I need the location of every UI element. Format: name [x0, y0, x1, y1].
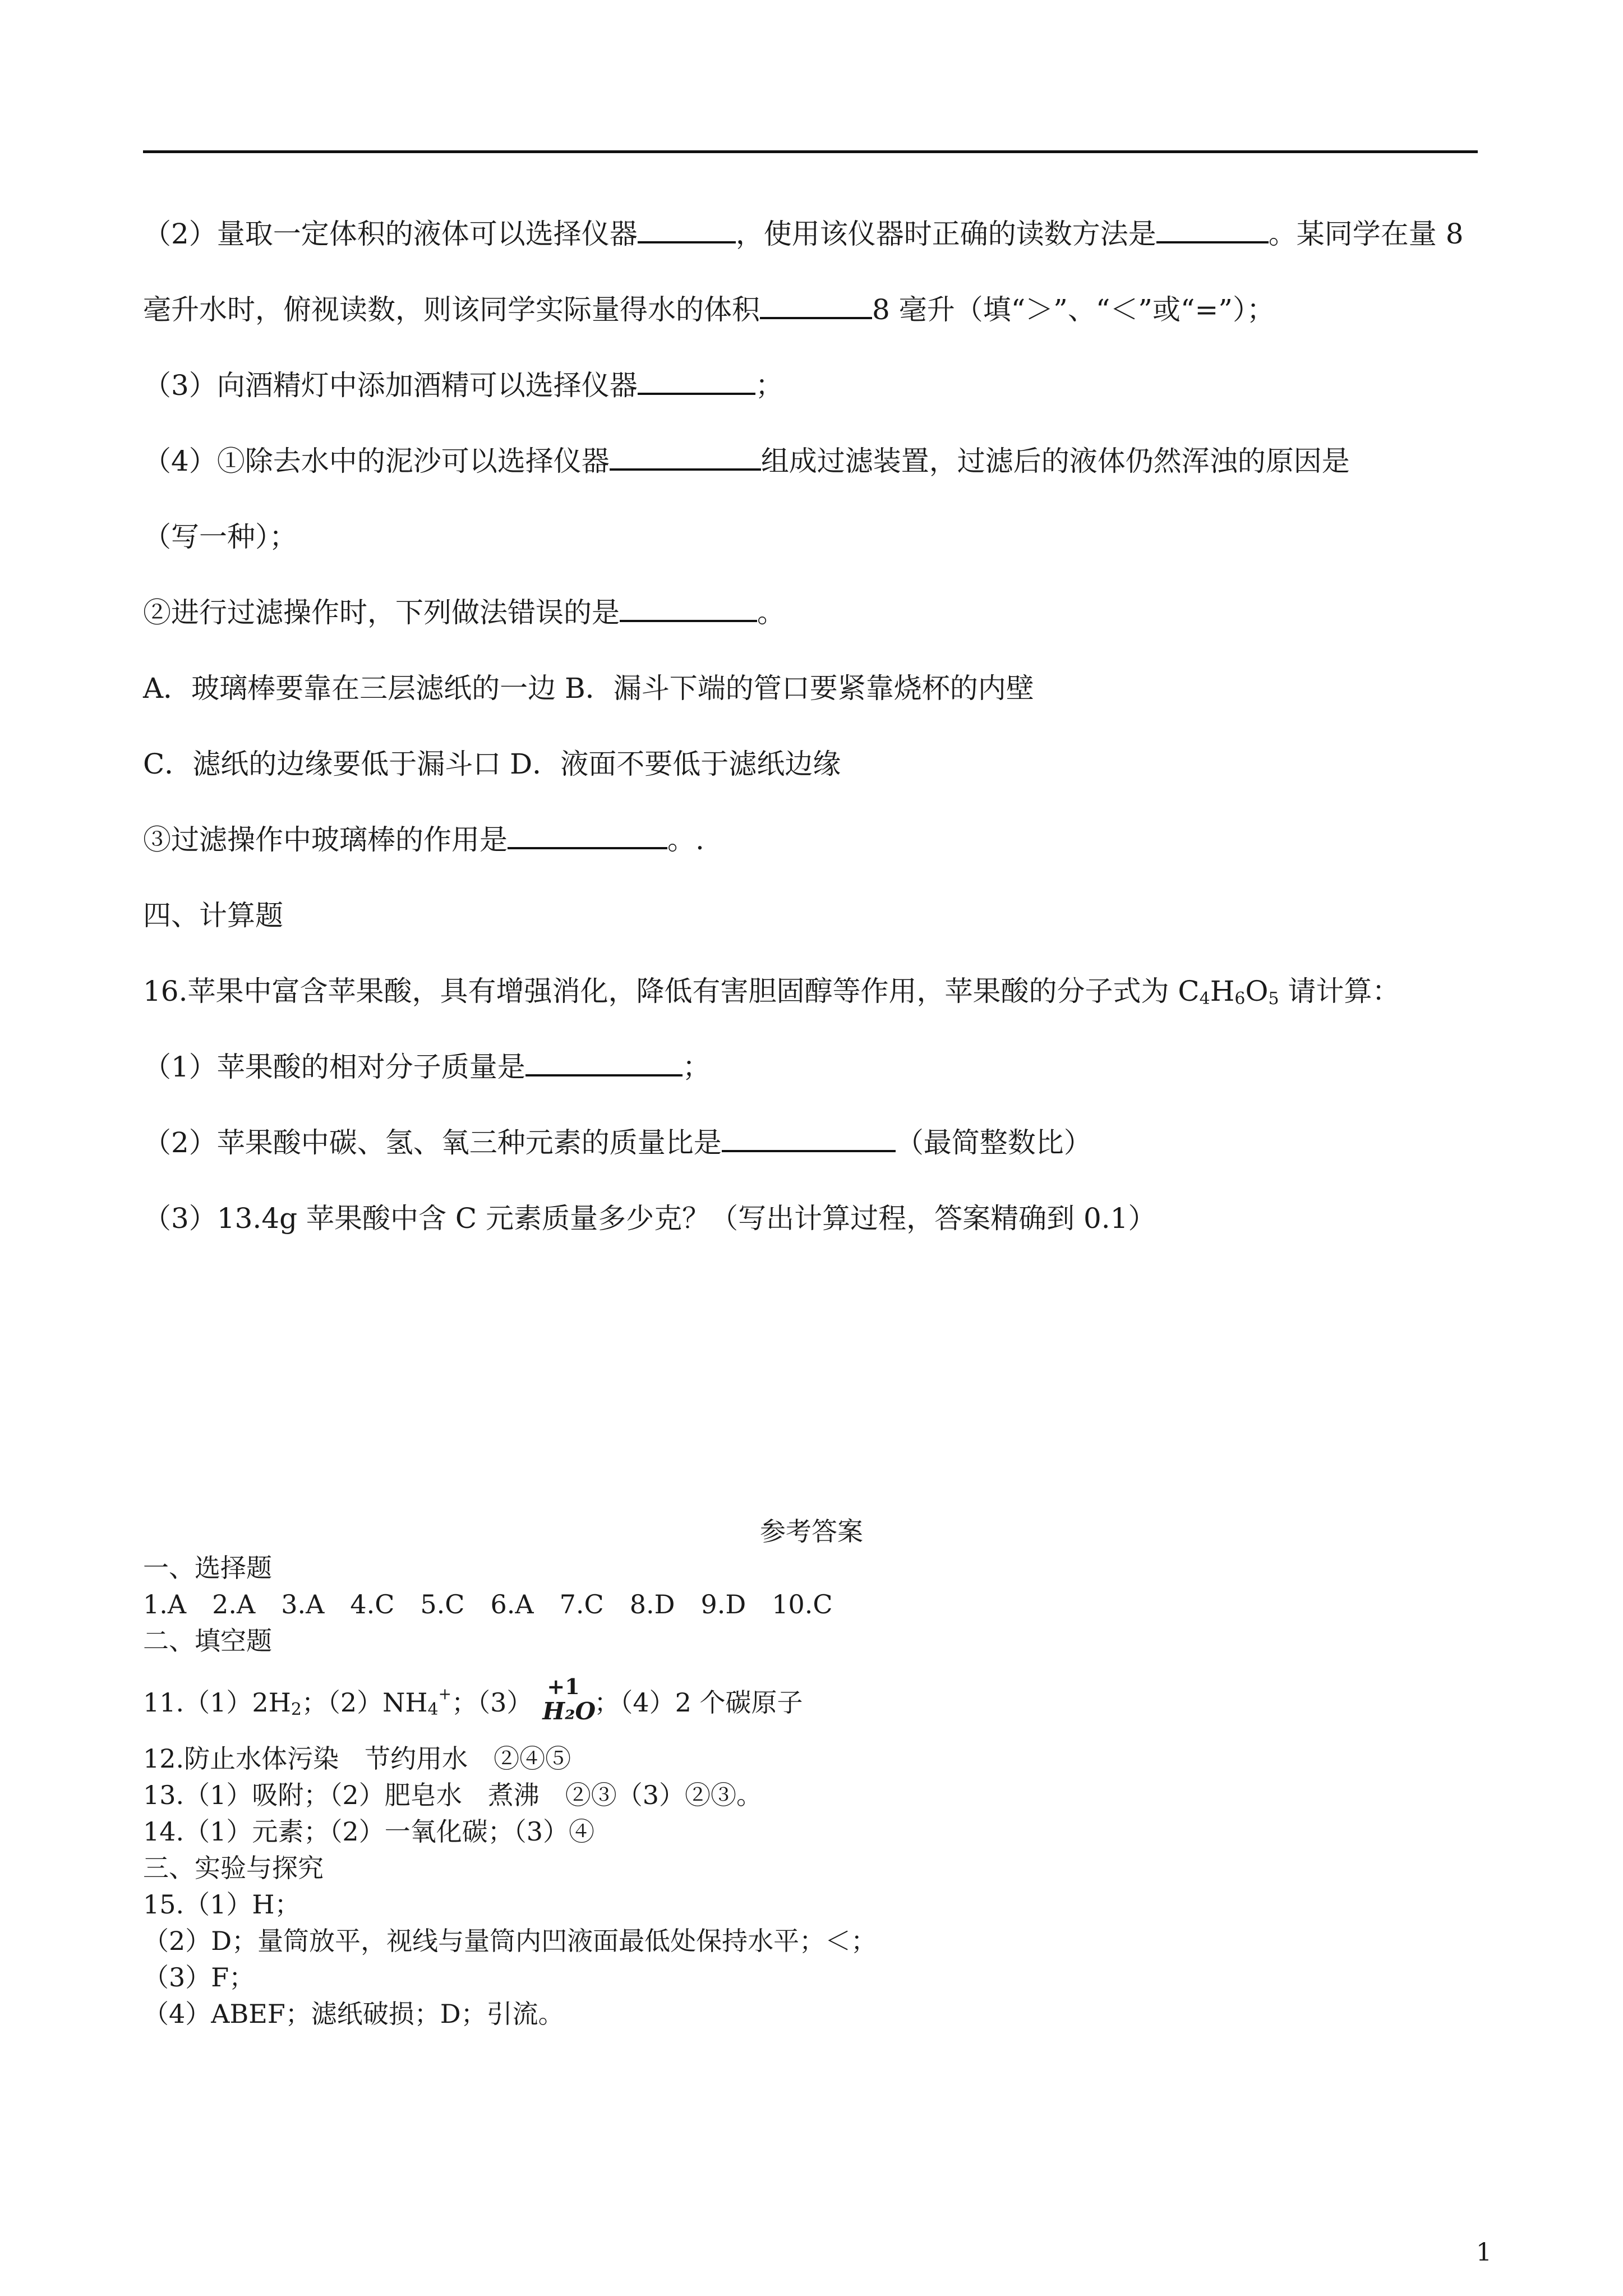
- q15-part2-line1: [143, 214, 1489, 254]
- a11-text-c: ；（3）: [451, 1687, 533, 1718]
- page-number: 1: [1476, 2238, 1492, 2267]
- answer-13: 13.（1）吸附；（2）肥皂水 煮沸 ②③（3）②③。: [143, 1780, 762, 1810]
- subscript: 4: [427, 1700, 439, 1719]
- q16-stem: [143, 972, 1489, 1019]
- water-formula: H₂O: [542, 1697, 596, 1725]
- answer-15-4: （4）ABEF；滤纸破损；D；引流。: [143, 1999, 564, 2029]
- q16-p2-text: （2）苹果酸中碳、氢、氧三种元素的质量比是: [143, 1126, 722, 1159]
- answer-15-3: （3）F；: [143, 1962, 255, 1993]
- subscript: 4: [1199, 989, 1210, 1009]
- answers-choice-line: 1.A 2.A 3.A 4.C 5.C 6.A 7.C 8.D 9.D 10.C: [143, 1589, 833, 1619]
- q16-part1: [143, 1047, 1489, 1087]
- answer-14: 14.（1）元素；（2）一氧化碳；（3）④: [143, 1816, 594, 1847]
- q15-part3: [143, 366, 1489, 405]
- q15-part2-line2: [143, 290, 1489, 329]
- answer-15-1: 15.（1）H；: [143, 1889, 301, 1920]
- superscript: +: [438, 1685, 452, 1703]
- q15-part4-q2: [143, 593, 1489, 632]
- q15-p2-text-a: （2）量取一定体积的液体可以选择仪器: [143, 218, 638, 250]
- option-c-d: C．滤纸的边缘要低于漏斗口 D．液面不要低于滤纸边缘: [143, 748, 841, 780]
- q15-p2-text-d: 毫升水时，俯视读数，则该同学实际量得水的体积: [143, 293, 760, 326]
- q15-p2-text-c: 。某同学在量 8: [1268, 218, 1464, 250]
- valence-label: +1: [547, 1674, 580, 1699]
- q15-p2-text-b: ，使用该仪器时正确的读数方法是: [735, 218, 1156, 250]
- q16-stem-end: 请计算：: [1279, 975, 1400, 1007]
- q15-p4-text-c: （写一种）；: [143, 521, 297, 553]
- q16-part3: （3）13.4g 苹果酸中含 C 元素质量多少克？（写出计算过程，答案精确到 0.1）: [143, 1202, 1156, 1235]
- answers-section3: 三、实验与探究: [143, 1853, 324, 1883]
- q15-p4-text-b: 组成过滤装置，过滤后的液体仍然浑浊的原因是: [760, 445, 1350, 477]
- q16-p2-end: （最简整数比）: [895, 1126, 1092, 1159]
- answer-blank[interactable]: [1156, 218, 1269, 243]
- answer-blank[interactable]: [760, 293, 872, 319]
- a11-text-d: ；（4）2 个碳原子: [594, 1687, 803, 1718]
- answer-blank[interactable]: [638, 218, 736, 243]
- header-rule: [143, 150, 1478, 153]
- q15-p4-text-a: （4）①除去水中的泥沙可以选择仪器: [143, 445, 610, 477]
- answers-section1: 一、选择题: [143, 1553, 272, 1583]
- subscript: 5: [1268, 989, 1279, 1009]
- answers-section2: 二、填空题: [143, 1626, 272, 1656]
- option-a-b: A．玻璃棒要靠在三层滤纸的一边 B．漏斗下端的管口要紧靠烧杯的内壁: [143, 672, 1034, 705]
- element-o: O: [1245, 975, 1269, 1007]
- q15-p2-text-e: 8 毫升（填“＞”、“＜”或“=”）；: [872, 293, 1275, 326]
- q15-part4-q3: [143, 820, 1489, 859]
- a11-text-a: 11.（1）2H: [143, 1687, 291, 1718]
- q15-p4-q2-end: 。: [757, 596, 785, 629]
- answer-blank[interactable]: [638, 369, 755, 395]
- answers-title: 参考答案: [760, 1516, 863, 1547]
- q16-stem-text: 16.苹果中富含苹果酸，具有增强消化，降低有害胆固醇等作用，苹果酸的分子式为 C: [143, 975, 1200, 1007]
- q15-p3-end: ；: [755, 369, 783, 402]
- q15-part4-line2: [143, 517, 1489, 556]
- q15-p3-text: （3）向酒精灯中添加酒精可以选择仪器: [143, 369, 638, 402]
- a11-text-b: ；（2）NH: [301, 1687, 428, 1718]
- answer-blank[interactable]: [508, 823, 667, 849]
- section-heading-calc: 四、计算题: [143, 899, 283, 932]
- subscript: 6: [1234, 989, 1246, 1009]
- answer-12: 12.防止水体污染 节约用水 ②④⑤: [143, 1743, 571, 1774]
- answer-15-2: （2）D；量筒放平，视线与量筒内凹液面最低处保持水平；＜；: [143, 1926, 877, 1956]
- q15-p4-q3-end: 。.: [667, 823, 704, 856]
- subscript: 2: [291, 1700, 302, 1719]
- q16-part2: [143, 1123, 1489, 1162]
- q15-part4-line1: [143, 441, 1489, 481]
- q15-p4-q2-text: ②进行过滤操作时，下列做法错误的是: [143, 596, 620, 629]
- q15-p4-q3-text: ③过滤操作中玻璃棒的作用是: [143, 823, 508, 856]
- answer-blank[interactable]: [610, 445, 761, 471]
- q16-p1-end: ；: [682, 1051, 711, 1083]
- element-h: H: [1210, 975, 1235, 1007]
- answer-blank[interactable]: [620, 596, 757, 622]
- q16-p1-text: （1）苹果酸的相对分子质量是: [143, 1051, 525, 1083]
- answer-blank[interactable]: [722, 1126, 896, 1152]
- valence-formula: [532, 1674, 596, 1725]
- answer-11: [143, 1674, 1489, 1727]
- answer-blank[interactable]: [525, 1051, 683, 1076]
